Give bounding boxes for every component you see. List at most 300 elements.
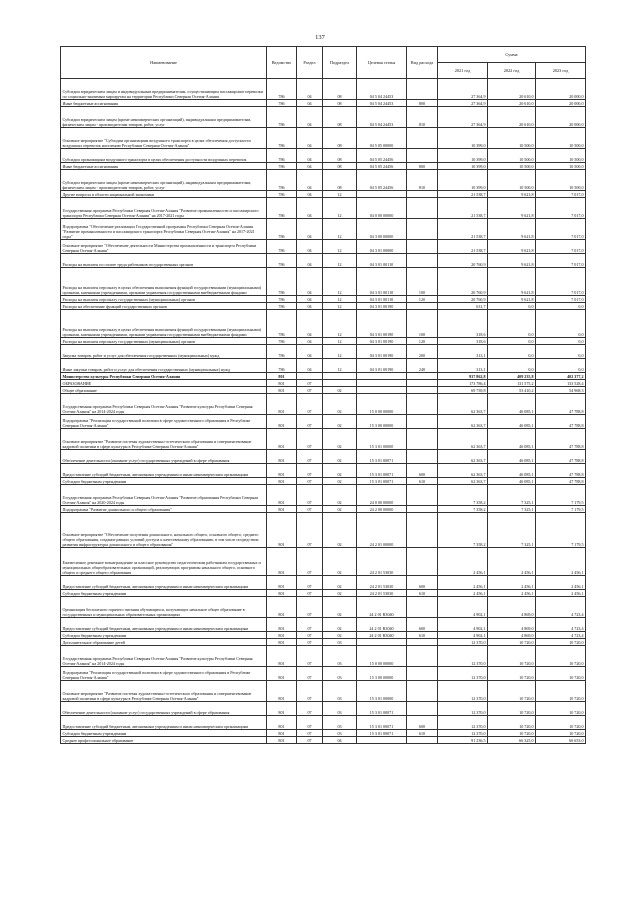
header-section: Раздел <box>297 47 323 79</box>
cell-ved: 801 <box>267 632 297 639</box>
cell-rz: 04 <box>297 128 323 149</box>
cell-rz: 07 <box>297 730 323 737</box>
cell-vr <box>407 191 438 198</box>
cell-y3: 0,0 <box>536 345 586 359</box>
cell-rz: 04 <box>297 254 323 268</box>
cell-name: Общее образование <box>61 387 267 394</box>
cell-y2: 10 500,0 <box>488 163 536 170</box>
cell-y3: 10 720,0 <box>536 702 586 716</box>
cell-pr: 12 <box>323 254 357 268</box>
cell-y3: 7 017,0 <box>536 240 586 254</box>
cell-ved: 801 <box>267 702 297 716</box>
cell-ved: 801 <box>267 387 297 394</box>
cell-cs: 15 3 01 00000 <box>357 681 407 702</box>
cell-name: Субсидии юридическим лицам (кроме некоммерческих организаций), индивидуальным предпринимателям, физическим лицам - производителям товаров, работ, услуг <box>61 170 267 191</box>
cell-ved: 786 <box>267 163 297 170</box>
table-row <box>61 240 586 254</box>
cell-rz: 07 <box>297 513 323 548</box>
cell-rz: 07 <box>297 548 323 576</box>
cell-cs: 15 3 00 00000 <box>357 415 407 429</box>
cell-y1: 7 358,2 <box>438 485 488 506</box>
cell-y1: 2 456,1 <box>438 576 488 590</box>
cell-ved: 786 <box>267 170 297 191</box>
cell-name: Государственная программа Республики Северная Осетия-Алания "Развитие образования Республики Северная Осетия-Алания" на 2020-2024 годы <box>61 485 267 506</box>
cell-name: Расходы на выплаты персоналу в целях обеспечения выполнения функций государственными (муниципальными) органами, казенными учреждениями, органами управления государственными внебюджетными фондами <box>61 268 267 296</box>
cell-y1: 318,6 <box>438 338 488 345</box>
cell-cs: 24 2 01 00000 <box>357 513 407 548</box>
table-row <box>61 702 586 716</box>
cell-y3: 10 720,0 <box>536 681 586 702</box>
cell-cs: 15 3 01 00071 <box>357 716 407 730</box>
table-row <box>61 79 586 100</box>
cell-y1: 62 363,7 <box>438 415 488 429</box>
cell-y2: 9 621,8 <box>488 268 536 296</box>
cell-y1: 4 902,1 <box>438 597 488 618</box>
cell-pr: 12 <box>323 268 357 296</box>
cell-rz: 04 <box>297 149 323 163</box>
cell-y3: 4 723,4 <box>536 618 586 632</box>
cell-pr: 02 <box>323 632 357 639</box>
cell-vr: 610 <box>407 590 438 597</box>
cell-vr <box>407 513 438 548</box>
table-row <box>61 373 586 380</box>
cell-name: ОБРАЗОВАНИЕ <box>61 380 267 387</box>
cell-rz: 07 <box>297 415 323 429</box>
cell-pr: 02 <box>323 464 357 478</box>
cell-pr: 02 <box>323 513 357 548</box>
cell-name: Государственная программа Республики Северная Осетия-Алания "Развитие культуры Республики Северная Осетия-Алания" на 2014-2024 годы <box>61 646 267 667</box>
cell-y1: 62 363,7 <box>438 450 488 464</box>
cell-y1: 69 739,8 <box>438 387 488 394</box>
cell-cs: 15 3 00 00000 <box>357 667 407 681</box>
cell-name: Субсидии юридическим лицам и индивидуальным предпринимателям, осуществляющим пассажирские перевозки по социально-значимым маршрутам на территории Республики Северная Осетия-Алания <box>61 79 267 100</box>
cell-pr: 02 <box>323 597 357 618</box>
cell-ved: 801 <box>267 478 297 485</box>
cell-ved: 786 <box>267 345 297 359</box>
table-row <box>61 681 586 702</box>
cell-y3: 7 017,0 <box>536 296 586 303</box>
cell-y2: 10 720,0 <box>488 702 536 716</box>
cell-cs <box>357 737 407 744</box>
cell-pr: 08 <box>323 107 357 128</box>
cell-name: Иные бюджетные ассигнования <box>61 100 267 107</box>
cell-name: Государственная программа Республики Северная Осетия-Алания "Развитие культуры Республики Северная Осетия-Алания" на 2014-2024 годы <box>61 394 267 415</box>
cell-cs: 04 0 00 00000 <box>357 198 407 219</box>
cell-ved: 801 <box>267 737 297 744</box>
cell-y1: 2 456,1 <box>438 590 488 597</box>
cell-y2: 9 621,8 <box>488 198 536 219</box>
cell-name: Подпрограмма "Обеспечение реализации Государственной программы Республики Северная Осетия-Алания "Развитие промышленности и пассажирского транспорта Республики Северная Осетия-Алания" на 2017-2021 годы" <box>61 219 267 240</box>
cell-cs: 04 3 01 00000 <box>357 240 407 254</box>
cell-cs: 15 3 01 00071 <box>357 450 407 464</box>
table-row <box>61 506 586 513</box>
cell-y2: 9 621,8 <box>488 219 536 240</box>
cell-vr <box>407 79 438 100</box>
cell-rz: 04 <box>297 100 323 107</box>
table-row <box>61 310 586 338</box>
cell-ved: 786 <box>267 219 297 240</box>
cell-y1: 4 902,1 <box>438 618 488 632</box>
cell-cs: 04 3 01 00110 <box>357 254 407 268</box>
cell-y2: 20 610,0 <box>488 100 536 107</box>
cell-y3: 20 000,0 <box>536 107 586 128</box>
cell-y2: 9 621,8 <box>488 240 536 254</box>
cell-y2: 4 869,0 <box>488 618 536 632</box>
cell-pr: 02 <box>323 506 357 513</box>
table-row <box>61 639 586 646</box>
cell-y3: 4 723,4 <box>536 632 586 639</box>
cell-y3: 0,0 <box>536 310 586 338</box>
cell-vr: 600 <box>407 618 438 632</box>
cell-y1: 12 370,0 <box>438 639 488 646</box>
cell-name: Основное мероприятие "Обеспечение деятельности Министерства промышленности и транспорта Республики Северная Осетия-Алания" <box>61 240 267 254</box>
cell-y1: 10 399,0 <box>438 170 488 191</box>
cell-y2: 409 235,8 <box>488 373 536 380</box>
cell-vr <box>407 303 438 310</box>
cell-name: Обеспечение деятельности (оказание услуг) государственных учреждений в сфере образования <box>61 450 267 464</box>
cell-name: Подпрограмма "Реализация государственной политики в сфере художественного образования в Республике Северная Осетия-Алания" <box>61 415 267 429</box>
cell-y3: 10 720,0 <box>536 716 586 730</box>
cell-ved: 786 <box>267 296 297 303</box>
cell-y1: 62 363,7 <box>438 394 488 415</box>
cell-cs: 04 3 01 00190 <box>357 359 407 373</box>
cell-ved: 801 <box>267 380 297 387</box>
cell-cs: 24 2 00 00000 <box>357 506 407 513</box>
table-row <box>61 590 586 597</box>
cell-rz: 04 <box>297 338 323 345</box>
cell-rz: 04 <box>297 310 323 338</box>
table-row <box>61 345 586 359</box>
cell-cs: 04 3 01 00110 <box>357 268 407 296</box>
cell-y1: 21 538,7 <box>438 198 488 219</box>
cell-vr <box>407 548 438 576</box>
cell-ved: 801 <box>267 429 297 450</box>
table-row <box>61 128 586 149</box>
cell-y1: 62 363,7 <box>438 429 488 450</box>
cell-y2: 10 720,0 <box>488 667 536 681</box>
cell-rz: 04 <box>297 191 323 198</box>
cell-y2: 2 456,1 <box>488 548 536 576</box>
cell-y3: 7 179,5 <box>536 513 586 548</box>
cell-rz: 07 <box>297 639 323 646</box>
table-row <box>61 618 586 632</box>
cell-cs: 15 3 01 00000 <box>357 429 407 450</box>
table-row <box>61 387 586 394</box>
header-name: Наименование <box>61 47 267 79</box>
cell-y1: 20 760,9 <box>438 268 488 296</box>
cell-y3: 10 500,0 <box>536 163 586 170</box>
cell-vr <box>407 240 438 254</box>
cell-name: Расходы на выплаты персоналу государственных (муниципальных) органов <box>61 296 267 303</box>
cell-pr: 04 <box>323 737 357 744</box>
cell-pr: 02 <box>323 478 357 485</box>
page-number: 137 <box>315 34 325 41</box>
cell-cs <box>357 380 407 387</box>
cell-ved: 786 <box>267 107 297 128</box>
cell-name: Подпрограмма "Реализация государственной политики в сфере художественного образования в Республике Северная Осетия-Алания" <box>61 667 267 681</box>
cell-pr: 08 <box>323 170 357 191</box>
cell-vr <box>407 394 438 415</box>
cell-y3: 7 017,0 <box>536 198 586 219</box>
cell-y1: 12 370,0 <box>438 646 488 667</box>
cell-vr <box>407 198 438 219</box>
cell-name: Закупка товаров, работ и услуг для обеспечения государственных (муниципальных) нужд <box>61 345 267 359</box>
cell-ved: 786 <box>267 149 297 163</box>
cell-cs: 15 3 01 00071 <box>357 478 407 485</box>
cell-y2: 46 085,1 <box>488 415 536 429</box>
cell-y3: 10 500,0 <box>536 170 586 191</box>
cell-name: Субсидии юридическим лицам (кроме некоммерческих организаций), индивидуальным предпринимателям, физическим лицам - производителям товаров, работ, услуг <box>61 107 267 128</box>
cell-name: Иные бюджетные ассигнования <box>61 163 267 170</box>
cell-cs: 04 5 05 24456 <box>357 149 407 163</box>
table-row <box>61 730 586 737</box>
cell-y3: 47 788,8 <box>536 394 586 415</box>
cell-rz: 07 <box>297 394 323 415</box>
header-expense: Вид расхода <box>407 47 438 79</box>
cell-ved: 801 <box>267 716 297 730</box>
cell-ved: 801 <box>267 576 297 590</box>
cell-vr <box>407 597 438 618</box>
cell-vr: 610 <box>407 632 438 639</box>
cell-vr: 240 <box>407 359 438 373</box>
cell-y3: 54 968,3 <box>536 387 586 394</box>
cell-y1: 27 364,9 <box>438 79 488 100</box>
cell-ved: 801 <box>267 415 297 429</box>
cell-rz: 07 <box>297 702 323 716</box>
cell-y3: 47 788,8 <box>536 450 586 464</box>
table-row <box>61 478 586 485</box>
cell-y3: 7 017,0 <box>536 191 586 198</box>
cell-y2: 10 500,0 <box>488 170 536 191</box>
cell-pr: 08 <box>323 79 357 100</box>
cell-y3: 47 788,8 <box>536 429 586 450</box>
cell-ved: 801 <box>267 485 297 506</box>
cell-y3: 10 500,0 <box>536 128 586 149</box>
cell-name: Расходы на выплаты по оплате труда работников государственных органов <box>61 254 267 268</box>
cell-rz: 04 <box>297 219 323 240</box>
cell-vr <box>407 254 438 268</box>
table-row <box>61 149 586 163</box>
cell-name: Основное мероприятие "Развитие системы художественно-эстетического образования и совершенствование кадровой политики в сфере культуры в Республике Северная Осетия-Алания" <box>61 429 267 450</box>
cell-rz: 07 <box>297 485 323 506</box>
cell-ved: 801 <box>267 548 297 576</box>
table-row <box>61 380 586 387</box>
cell-vr <box>407 149 438 163</box>
cell-pr: 02 <box>323 618 357 632</box>
cell-pr: 12 <box>323 198 357 219</box>
cell-rz: 04 <box>297 345 323 359</box>
table-row <box>61 485 586 506</box>
cell-y2: 46 085,1 <box>488 429 536 450</box>
cell-y1: 21 538,7 <box>438 191 488 198</box>
cell-pr <box>323 380 357 387</box>
cell-y1: 21 538,7 <box>438 240 488 254</box>
cell-y1: 631,7 <box>438 303 488 310</box>
cell-cs <box>357 387 407 394</box>
cell-pr: 12 <box>323 303 357 310</box>
cell-y1: 27 364,9 <box>438 100 488 107</box>
cell-name: Расходы на обеспечение функций государственных органов <box>61 303 267 310</box>
cell-y1: 20 760,9 <box>438 296 488 303</box>
cell-y3: 7 017,0 <box>536 219 586 240</box>
cell-ved: 801 <box>267 464 297 478</box>
cell-rz: 07 <box>297 716 323 730</box>
cell-ved: 801 <box>267 506 297 513</box>
cell-y1: 4 902,1 <box>438 632 488 639</box>
table-row <box>61 632 586 639</box>
table-row <box>61 303 586 310</box>
cell-ved: 786 <box>267 268 297 296</box>
cell-y2: 4 869,0 <box>488 597 536 618</box>
cell-cs: 24 2 01 53030 <box>357 548 407 576</box>
cell-vr: 610 <box>407 478 438 485</box>
cell-name: Расходы на выплаты персоналу государственных (муниципальных) органов <box>61 338 267 345</box>
cell-y2: 0,0 <box>488 359 536 373</box>
header-year-2023: 2023 год <box>536 63 586 79</box>
cell-pr: 03 <box>323 681 357 702</box>
cell-cs: 04 3 01 00190 <box>357 310 407 338</box>
cell-name: Субсидии бюджетным учреждениям <box>61 632 267 639</box>
cell-rz: 04 <box>297 240 323 254</box>
table-row <box>61 268 586 296</box>
cell-rz: 07 <box>297 429 323 450</box>
cell-vr <box>407 415 438 429</box>
cell-name: Подпрограмма "Развитие дошкольного и общего образования" <box>61 506 267 513</box>
cell-cs: 04 5 05 24456 <box>357 170 407 191</box>
cell-y1: 937 862,8 <box>438 373 488 380</box>
cell-vr: 800 <box>407 100 438 107</box>
cell-y3: 7 179,5 <box>536 485 586 506</box>
cell-rz: 07 <box>297 506 323 513</box>
cell-name: Основное мероприятие "Субсидии организациям воздушного транспорта в целях обеспечения доступности воздушных перевозок населению Республики Северная Осетия-Алания" <box>61 128 267 149</box>
cell-y2: 53 410,2 <box>488 387 536 394</box>
cell-y1: 10 399,0 <box>438 149 488 163</box>
cell-pr: 02 <box>323 548 357 576</box>
cell-name: Государственная программа Республики Северная Осетия-Алания "Развитие промышленности и пассажирского транспорта Республики Северная Осетия-Алания" на 2017-2021 годы <box>61 198 267 219</box>
cell-y1: 91 236,5 <box>438 737 488 744</box>
cell-vr: 120 <box>407 338 438 345</box>
cell-rz: 07 <box>297 618 323 632</box>
cell-cs: 04 3 01 00110 <box>357 296 407 303</box>
cell-cs: 24 2 01 53030 <box>357 576 407 590</box>
cell-pr: 02 <box>323 590 357 597</box>
cell-rz: 07 <box>297 737 323 744</box>
cell-name: Дополнительное образование детей <box>61 639 267 646</box>
cell-pr: 12 <box>323 296 357 303</box>
table-row <box>61 646 586 667</box>
cell-ved: 786 <box>267 79 297 100</box>
cell-y1: 62 363,7 <box>438 478 488 485</box>
cell-y3: 7 017,0 <box>536 254 586 268</box>
table-row <box>61 198 586 219</box>
cell-cs: 04 5 05 00000 <box>357 128 407 149</box>
cell-ved: 786 <box>267 338 297 345</box>
table-row <box>61 219 586 240</box>
cell-y3: 2 456,1 <box>536 590 586 597</box>
cell-pr: 12 <box>323 310 357 338</box>
cell-ved: 786 <box>267 359 297 373</box>
cell-y2: 7 325,1 <box>488 506 536 513</box>
cell-cs: 04 3 01 00190 <box>357 303 407 310</box>
cell-pr: 12 <box>323 359 357 373</box>
cell-name: Расходы на выплаты персоналу в целях обеспечения выполнения функций государственными (муниципальными) органами, казенными учреждениями, органами управления государственными внебюджетными фондами <box>61 310 267 338</box>
cell-vr <box>407 737 438 744</box>
cell-y3: 0,0 <box>536 338 586 345</box>
table-row <box>61 107 586 128</box>
cell-pr: 03 <box>323 730 357 737</box>
cell-y2: 10 720,0 <box>488 730 536 737</box>
cell-vr: 200 <box>407 345 438 359</box>
table-row <box>61 415 586 429</box>
cell-y2: 0,0 <box>488 345 536 359</box>
cell-y2: 10 720,0 <box>488 681 536 702</box>
header-sum: Сумма <box>438 47 586 63</box>
cell-y2: 10 720,0 <box>488 639 536 646</box>
cell-y1: 12 370,0 <box>438 667 488 681</box>
cell-pr: 12 <box>323 240 357 254</box>
cell-y1: 10 399,0 <box>438 128 488 149</box>
cell-rz: 04 <box>297 163 323 170</box>
cell-cs: 24 2 01 53030 <box>357 590 407 597</box>
table-row <box>61 464 586 478</box>
cell-y3: 7 179,5 <box>536 506 586 513</box>
cell-y2: 20 610,0 <box>488 79 536 100</box>
cell-cs: 04 5 04 24453 <box>357 107 407 128</box>
cell-vr <box>407 380 438 387</box>
table-row <box>61 100 586 107</box>
cell-y3: 47 788,8 <box>536 464 586 478</box>
cell-ved: 786 <box>267 128 297 149</box>
cell-pr: 02 <box>323 394 357 415</box>
cell-y2: 10 500,0 <box>488 149 536 163</box>
cell-y1: 21 538,7 <box>438 219 488 240</box>
cell-cs: 15 0 00 00000 <box>357 646 407 667</box>
cell-y1: 12 370,0 <box>438 716 488 730</box>
cell-vr: 600 <box>407 464 438 478</box>
cell-vr: 610 <box>407 730 438 737</box>
cell-y2: 46 085,1 <box>488 478 536 485</box>
cell-pr: 02 <box>323 415 357 429</box>
cell-y2: 7 325,1 <box>488 485 536 506</box>
cell-y1: 20 760,9 <box>438 254 488 268</box>
cell-y3: 66 653,0 <box>536 737 586 744</box>
cell-pr: 02 <box>323 387 357 394</box>
cell-pr: 12 <box>323 219 357 240</box>
cell-y3: 10 720,0 <box>536 667 586 681</box>
cell-cs: 04 3 01 00190 <box>357 345 407 359</box>
cell-cs: 24 2 01 R3040 <box>357 632 407 639</box>
table-row <box>61 597 586 618</box>
cell-vr: 600 <box>407 576 438 590</box>
cell-rz: 04 <box>297 107 323 128</box>
cell-vr <box>407 219 438 240</box>
table-row <box>61 667 586 681</box>
cell-rz: 04 <box>297 268 323 296</box>
table-row <box>61 394 586 415</box>
cell-rz: 07 <box>297 590 323 597</box>
cell-name: Среднее профессиональное образование <box>61 737 267 744</box>
cell-cs: 15 3 01 00071 <box>357 730 407 737</box>
cell-y2: 0,0 <box>488 310 536 338</box>
cell-ved: 801 <box>267 618 297 632</box>
cell-ved: 801 <box>267 639 297 646</box>
cell-vr <box>407 646 438 667</box>
cell-ved: 801 <box>267 450 297 464</box>
cell-y2: 10 720,0 <box>488 646 536 667</box>
cell-ved: 801 <box>267 730 297 737</box>
cell-y2: 20 610,0 <box>488 107 536 128</box>
table-row <box>61 450 586 464</box>
